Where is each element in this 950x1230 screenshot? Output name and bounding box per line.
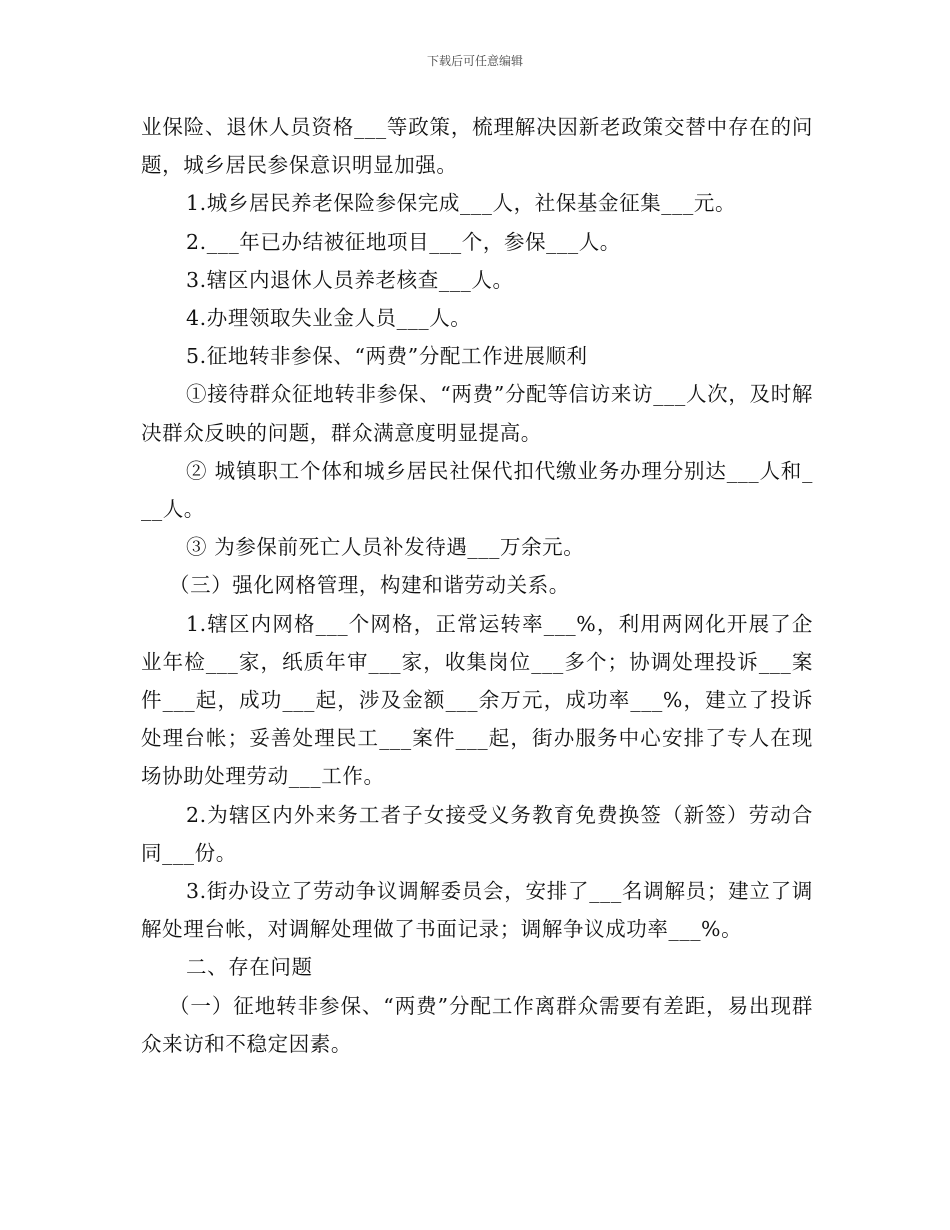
section-heading-problems: 二、存在问题 xyxy=(186,955,313,980)
paragraph-8: ③ 为参保前死亡人员补发待遇___万余元。 xyxy=(186,535,585,560)
paragraph-10: 1.辖区内网格___个网格，正常运转率___%，利用两网化开展了企业年检___家，纸质年审___家，收集岗位___多个；协调处理投诉___案件___起，成功___起，涉及金额___余万元，成功率___%，建立了投诉处理台帐；妥善处理民工___案件___起，街办服务中心安排了专人在现场协助处理劳动___工作。 xyxy=(141,611,813,789)
document-body xyxy=(141,108,813,1063)
paragraph-12: 3.街办设立了劳动争议调解委员会，安排了___名调解员；建立了调解处理台帐，对调解处理做了书面记录；调解争议成功率___%。 xyxy=(141,879,813,942)
paragraph-2: 2.___年已办结被征地项目___个，参保___人。 xyxy=(186,229,621,254)
paragraph-5: 5.征地转非参保、“两费”分配工作进展顺利 xyxy=(186,344,588,369)
paragraph-6: ①接待群众征地转非参保、“两费”分配等信访来访___人次，及时解决群众反映的问题，群众满意度明显提高。 xyxy=(141,382,813,445)
paragraph-0: 业保险、退休人员资格___等政策，梳理解决因新老政策交替中存在的问题，城乡居民参保意识明显加强。 xyxy=(141,115,813,178)
paragraph-1: 1.城乡居民养老保险参保完成___人，社保基金征集___元。 xyxy=(186,191,737,216)
paragraph-11: 2.为辖区内外来务工者子女接受义务教育免费换签（新签）劳动合同___份。 xyxy=(141,802,813,865)
paragraph-3: 3.辖区内退休人员养老核查___人。 xyxy=(186,267,514,292)
paragraph-14: （一）征地转非参保、“两费”分配工作离群众需要有差距，易出现群众来访和不稳定因素。 xyxy=(141,993,813,1056)
paragraph-4: 4.办理领取失业金人员___人。 xyxy=(186,306,472,331)
section-heading-3: （三）强化网格管理，构建和谐劳动关系。 xyxy=(169,573,570,598)
paragraph-7: ② 城镇职工个体和城乡居民社保代扣代缴业务办理分别达___人和___人。 xyxy=(141,458,813,522)
page-header: 下载后可任意编辑 xyxy=(426,54,523,68)
